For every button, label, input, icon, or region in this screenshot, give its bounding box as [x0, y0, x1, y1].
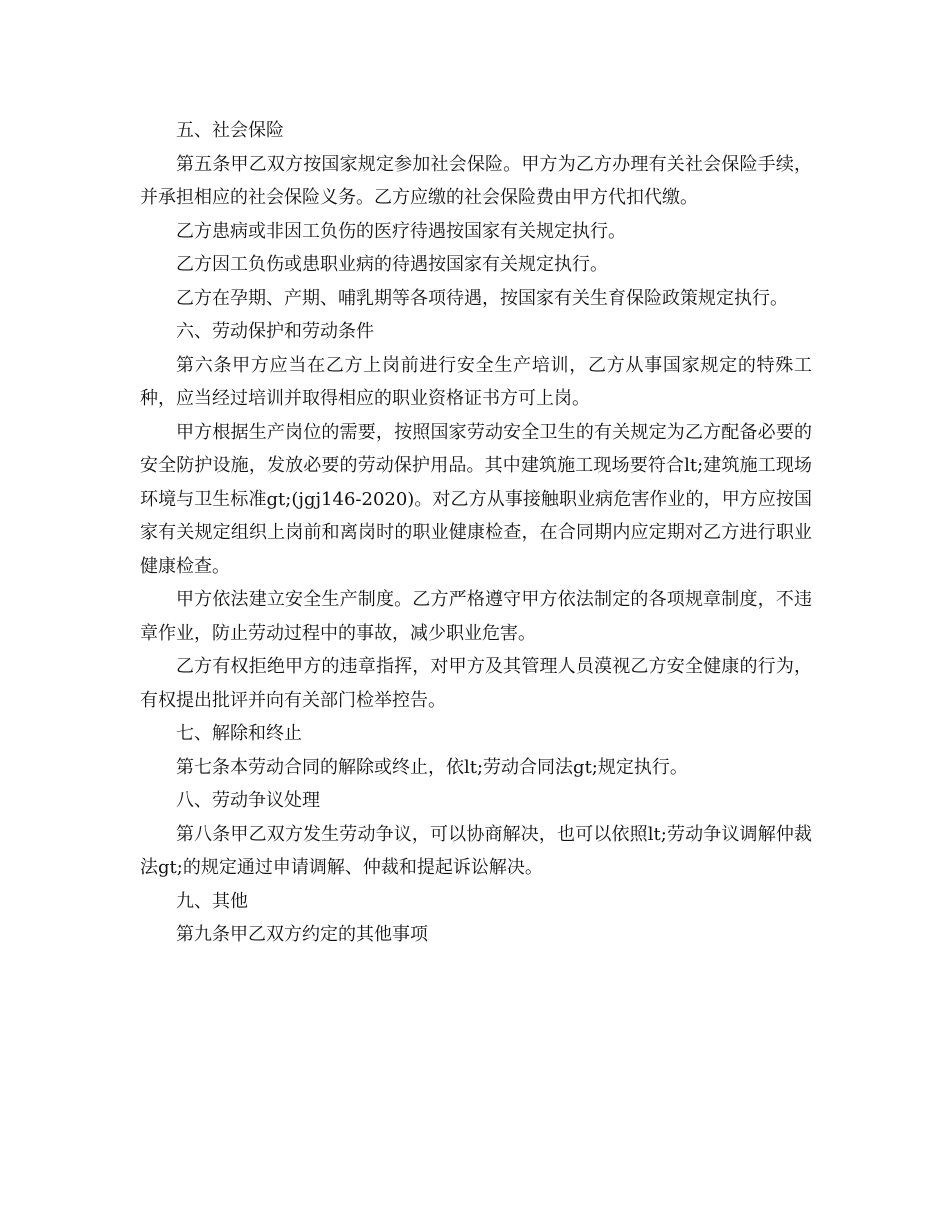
section-heading-labor-protection: 六、劳动保护和劳动条件 [176, 321, 374, 342]
article-5-paragraph: 第五条甲乙双方按国家规定参加社会保险。甲方为乙方办理有关社会保险手续，并承担相应的社会保险义务。乙方应缴的社会保险费由甲方代扣代缴。 [140, 153, 812, 208]
section-heading-social-insurance: 五、社会保险 [176, 120, 284, 141]
article-6-paragraph: 第六条甲方应当在乙方上岗前进行安全生产培训，乙方从事国家规定的特殊工种，应当经过培训并取得相应的职业资格证书方可上岗。 [140, 354, 812, 409]
right-to-refuse-paragraph: 乙方有权拒绝甲方的违章指挥，对甲方及其管理人员漠视乙方安全健康的行为，有权提出批评并向有关部门检举控告。 [140, 656, 812, 711]
section-heading-termination: 七、解除和终止 [176, 723, 302, 744]
maternity-paragraph: 乙方在孕期、产期、哺乳期等各项待遇，按国家有关生育保险政策规定执行。 [176, 287, 788, 309]
medical-treatment-paragraph: 乙方患病或非因工负伤的医疗待遇按国家有关规定执行。 [176, 220, 626, 242]
safety-system-paragraph: 甲方依法建立安全生产制度。乙方严格遵守甲方依法制定的各项规章制度，不违章作业，防止劳动过程中的事故，减少职业危害。 [140, 589, 812, 644]
article-8-paragraph: 第八条甲乙双方发生劳动争议，可以协商解决，也可以依照lt;劳动争议调解仲裁法gt;的规定通过申请调解、仲裁和提起诉讼解决。 [140, 823, 812, 878]
work-injury-paragraph: 乙方因工负伤或患职业病的待遇按国家有关规定执行。 [176, 254, 608, 275]
safety-equipment-paragraph: 甲方根据生产岗位的需要，按照国家劳动安全卫生的有关规定为乙方配备必要的安全防护设施，发放必要的劳动保护用品。其中建筑施工现场要符合lt;建筑施工现场环境与卫生标准gt;(jgj146-2020)。对乙方从事接触职业病危害作业的，甲方应按国家有关规定组织上岗前和离岗时的职业健康检查，在合同期内应定期对乙方进行职业健康检查。 [140, 421, 812, 577]
article-7-paragraph: 第七条本劳动合同的解除或终止，依lt;劳动合同法gt;规定执行。 [176, 756, 688, 778]
section-heading-other: 九、其他 [176, 890, 248, 912]
section-heading-dispute: 八、劳动争议处理 [176, 790, 320, 811]
article-9-paragraph: 第九条甲乙双方约定的其他事项 [176, 924, 428, 945]
document-body [140, 114, 812, 952]
